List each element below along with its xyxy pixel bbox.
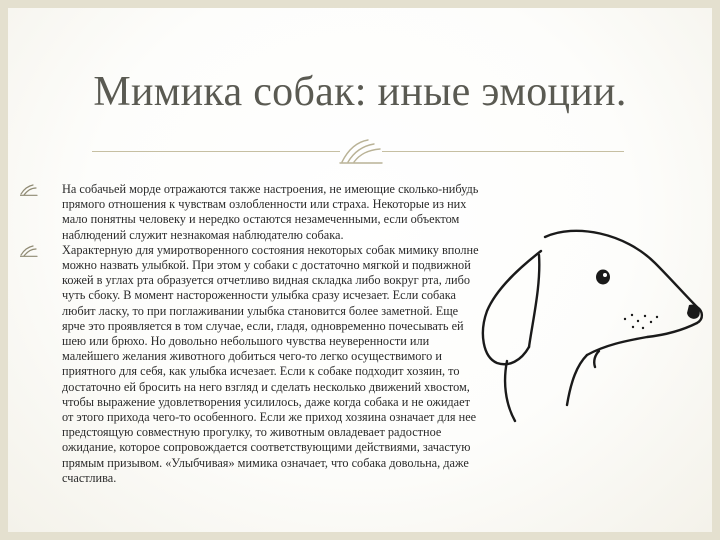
bullet-paragraph xyxy=(18,243,484,486)
leaf-bullet-icon xyxy=(20,245,38,257)
bullet-text: На собачьей морде отражаются также настроения, не имеющие сколько-нибудь прямого отношения к чувствам озлобленности или страха. Некоторые из них мало понятны человеку и нередко остаются незамеченными, если объектом наблюдений служит незнакомая наблюдателю собака. xyxy=(62,182,479,242)
title-divider-right xyxy=(382,151,624,152)
leaf-ornament-icon xyxy=(338,136,384,166)
slide-body xyxy=(18,182,484,486)
dog-head-illustration xyxy=(475,215,705,425)
slide-title: Мимика собак: иные эмоции. xyxy=(93,69,627,115)
leaf-bullet-icon xyxy=(20,184,38,196)
bullet-text: Характерную для умиротворенного состояния некоторых собак мимику вполне можно назвать улыбкой. При этом у собаки с достаточно мягкой и подвижной кожей в углах рта образуется отчетливо видная складка либо вокруг рта, либо чуть сбоку. В момент настороженности улыбка сразу исчезает. Если собака любит ласку, то при поглаживании улыбка становится более заметной. Еще ярче это проявляется в том случае, если, гладя, одновременно почесывать ей шею или брюхо. Но довольно небольшого чувства неуверенности или малейшего желания животного добиться чего-то легко осуществимого и приятного для себя, как улыбка исчезает. Если к собаке подходит хозяин, то достаточно ей бросить на него взгляд и сделать несколько движений хвостом, чтобы выражение удовлетворения усилилось, даже когда собака и не ожидает от этого прихода чего-то особенного. Если же приход хозяина означает для нее предстоящую совместную прогулку, то животным овладевает радостное ожидание, которое сопровождается соответствующими действиями, зачастую прямым призывом. «Улыбчивая» мимика означает, что собака довольна, даже счастлива. xyxy=(62,242,479,485)
bullet-paragraph xyxy=(18,182,484,243)
title-divider-left xyxy=(92,151,340,152)
